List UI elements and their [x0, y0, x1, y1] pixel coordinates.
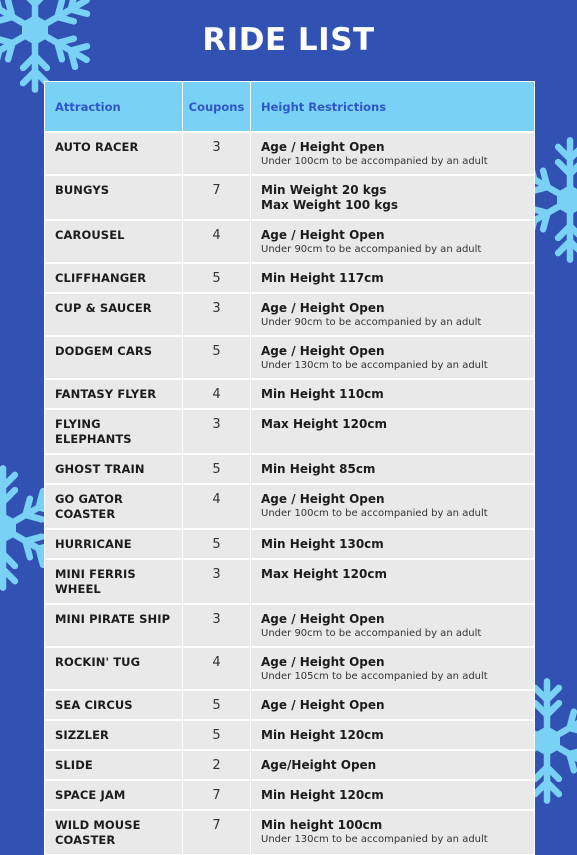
restriction-note: Under 130cm to be accompanied by an adult [261, 360, 488, 371]
height-restriction [251, 293, 535, 336]
restriction-note: Under 90cm to be accompanied by an adult [261, 317, 482, 328]
coupon-count: 5 [183, 336, 251, 379]
restriction-main: Min Weight 20 kgs [261, 183, 387, 197]
restriction-main: Max Height 120cm [261, 567, 387, 581]
table-row [45, 409, 535, 454]
page-title: RIDE LIST [202, 22, 375, 58]
restriction-note: Under 100cm to be accompanied by an adult [261, 156, 488, 167]
table-row [45, 559, 535, 604]
attraction-name: ROCKIN' TUG [45, 647, 183, 690]
table-row [45, 720, 535, 750]
restriction-note: Under 100cm to be accompanied by an adult [261, 508, 488, 519]
attraction-name: SPACE JAM [45, 780, 183, 810]
column-header-height-restrictions: Height Restrictions [251, 82, 535, 133]
restriction-main: Min Height 120cm [261, 728, 384, 742]
height-restriction [251, 780, 535, 810]
restriction-main: Age / Height Open [261, 612, 385, 626]
attraction-name: HURRICANE [45, 529, 183, 559]
table-row [45, 647, 535, 690]
attraction-name: GO GATOR COASTER [45, 484, 183, 529]
column-header-coupons: Coupons [183, 82, 251, 133]
coupon-count: 3 [183, 132, 251, 175]
table-row [45, 690, 535, 720]
coupon-count: 7 [183, 780, 251, 810]
table-row [45, 454, 535, 484]
height-restriction [251, 484, 535, 529]
height-restriction [251, 750, 535, 780]
attraction-name: GHOST TRAIN [45, 454, 183, 484]
coupon-count: 3 [183, 559, 251, 604]
restriction-main: Age / Height Open [261, 344, 385, 358]
coupon-count: 5 [183, 263, 251, 293]
height-restriction [251, 647, 535, 690]
coupon-count: 4 [183, 379, 251, 409]
column-header-attraction: Attraction [45, 82, 183, 133]
height-restriction [251, 220, 535, 263]
attraction-name: DODGEM CARS [45, 336, 183, 379]
attraction-name: AUTO RACER [45, 132, 183, 175]
table-row [45, 263, 535, 293]
attraction-name: BUNGYS [45, 175, 183, 220]
restriction-main: Age / Height Open [261, 655, 385, 669]
restriction-main: Min Height 130cm [261, 537, 384, 551]
table-row [45, 379, 535, 409]
restriction-main: Min Height 117cm [261, 271, 384, 285]
restriction-main: Min height 100cm [261, 818, 383, 832]
height-restriction [251, 604, 535, 647]
table-row [45, 810, 535, 855]
height-restriction [251, 454, 535, 484]
attraction-name: SEA CIRCUS [45, 690, 183, 720]
coupon-count: 5 [183, 529, 251, 559]
table-row [45, 780, 535, 810]
table-row [45, 336, 535, 379]
attraction-name: FLYING ELEPHANTS [45, 409, 183, 454]
restriction-main-secondary: Max Weight 100 kgs [261, 198, 399, 212]
restriction-note: Under 105cm to be accompanied by an adult [261, 671, 488, 682]
attraction-name: SIZZLER [45, 720, 183, 750]
coupon-count: 7 [183, 175, 251, 220]
table-row [45, 293, 535, 336]
restriction-main: Age / Height Open [261, 228, 385, 242]
restriction-note: Under 130cm to be accompanied by an adult [261, 834, 488, 845]
attraction-name: CAROUSEL [45, 220, 183, 263]
attraction-name: SLIDE [45, 750, 183, 780]
table-row [45, 529, 535, 559]
attraction-name: WILD MOUSE COASTER [45, 810, 183, 855]
coupon-count: 5 [183, 720, 251, 750]
restriction-main: Min Height 120cm [261, 788, 384, 802]
coupon-count: 4 [183, 484, 251, 529]
height-restriction [251, 720, 535, 750]
ride-table [44, 81, 535, 855]
height-restriction [251, 810, 535, 855]
attraction-name: MINI FERRIS WHEEL [45, 559, 183, 604]
height-restriction [251, 132, 535, 175]
table-row [45, 484, 535, 529]
coupon-count: 3 [183, 409, 251, 454]
height-restriction [251, 529, 535, 559]
coupon-count: 5 [183, 454, 251, 484]
restriction-note: Under 90cm to be accompanied by an adult [261, 628, 482, 639]
restriction-main: Age / Height Open [261, 492, 385, 506]
restriction-note: Under 90cm to be accompanied by an adult [261, 244, 482, 255]
table-row [45, 175, 535, 220]
restriction-main: Max Height 120cm [261, 417, 387, 431]
table-header-row [45, 82, 535, 133]
restriction-main: Age / Height Open [261, 301, 385, 315]
coupon-count: 7 [183, 810, 251, 855]
height-restriction [251, 379, 535, 409]
table-row [45, 750, 535, 780]
table-row [45, 132, 535, 175]
restriction-main: Age/Height Open [261, 758, 377, 772]
coupon-count: 3 [183, 293, 251, 336]
coupon-count: 4 [183, 647, 251, 690]
height-restriction [251, 263, 535, 293]
coupon-count: 5 [183, 690, 251, 720]
table-row [45, 604, 535, 647]
coupon-count: 4 [183, 220, 251, 263]
height-restriction [251, 175, 535, 220]
attraction-name: CUP & SAUCER [45, 293, 183, 336]
attraction-name: MINI PIRATE SHIP [45, 604, 183, 647]
height-restriction [251, 336, 535, 379]
table-row [45, 220, 535, 263]
coupon-count: 3 [183, 604, 251, 647]
restriction-main: Min Height 85cm [261, 462, 376, 476]
restriction-main: Age / Height Open [261, 140, 385, 154]
restriction-main: Min Height 110cm [261, 387, 384, 401]
attraction-name: CLIFFHANGER [45, 263, 183, 293]
height-restriction [251, 559, 535, 604]
coupon-count: 2 [183, 750, 251, 780]
height-restriction [251, 690, 535, 720]
restriction-main: Age / Height Open [261, 698, 385, 712]
height-restriction [251, 409, 535, 454]
attraction-name: FANTASY FLYER [45, 379, 183, 409]
